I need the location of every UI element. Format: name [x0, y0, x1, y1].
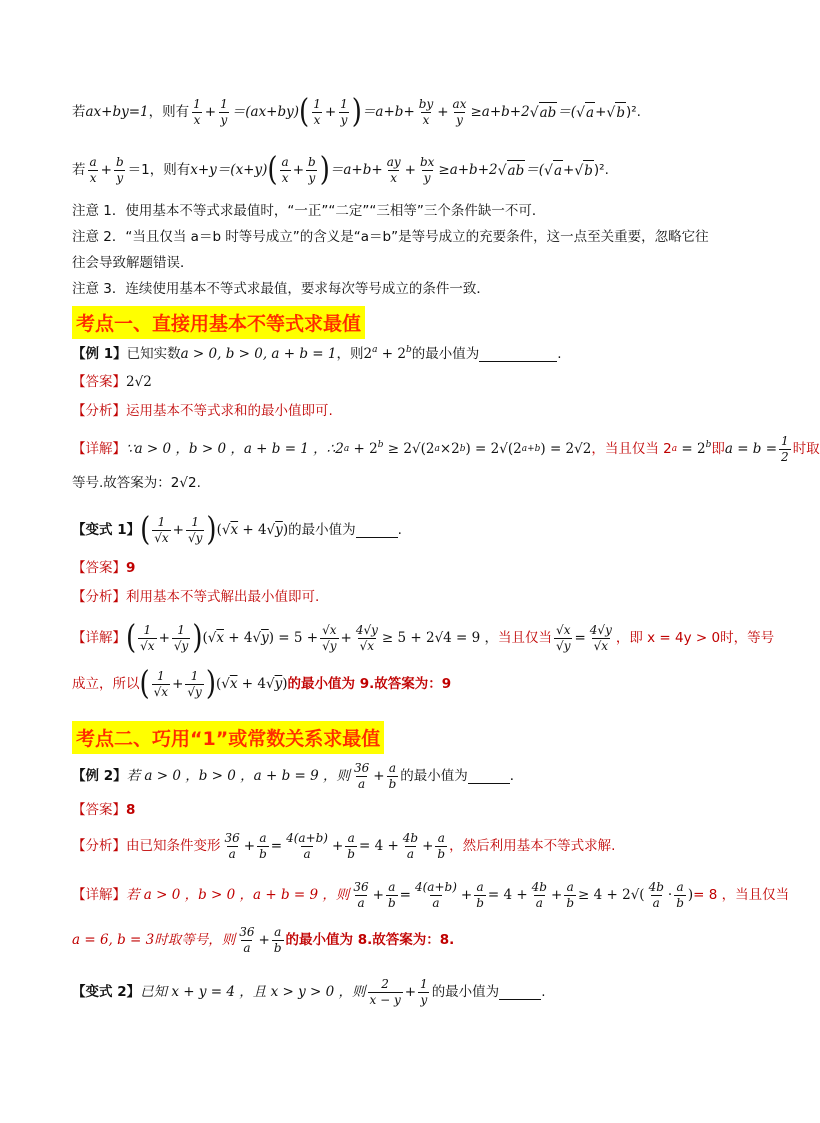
math: x+y＝(x+y) — [190, 162, 268, 178]
intro-formula-1: 若 ax+by=1 ，则有 $\frac{1}{x}$ + $\frac{1}{y}$ ＝(ax+by) ( $\frac{1}{x}$ + $\frac{1}{y}$ ) ＝a+b+ $\frac{by}{x}$ + $\frac{ax}{y}$ ≥a+b+2 √ ab ＝( √ a + √ b )². — [72, 93, 641, 131]
detail-row: 【详解】 ( $\frac{1}{√x}$ + $\frac{1}{√y}$ ) (√x + 4√y) = 5 + $\frac{√x}{√y}$ + $\frac{4√y}{√x}$ ≥ 5 + 2√4 = 9 ， 当且仅当 $\frac{√x}{√y}$ = $\frac{4√y}{√x}$ ，即 x = 4y > 0时，等号 — [72, 619, 775, 657]
note-3: 注意 3．连续使用基本不等式求最值，要求每次等号成立的条件一致． — [72, 281, 490, 297]
text: ＝1，则有 — [127, 162, 191, 178]
detail-row-cont: 成立，所以 ( $\frac{1}{√x}$ + $\frac{1}{√y}$ ) (√x + 4√y) 的最小值为 9.故答案为：9 — [72, 665, 452, 703]
math: ＝a+b+ — [361, 104, 415, 120]
math: ＝a+b+ — [329, 162, 383, 178]
analysis-label: 【分析】 — [72, 403, 126, 419]
analysis-text: 运用基本不等式求和的最小值即可. — [126, 403, 333, 419]
math: ax+by=1 — [85, 104, 149, 120]
variant-1: 【变式 1】 ( $\frac{1}{√x}$ + $\frac{1}{√y}$ ) (√x + 4√y) 的最小值为 . — [72, 511, 402, 549]
fraction: $\frac{1}{x}$ — [193, 96, 201, 127]
variant-2: 【变式 2】 已知 x + y = 4 ，且 x > y > 0 ，则 $\frac{2}{x - y}$ + $\frac{1}{y}$ 的最小值为 . — [72, 976, 546, 1007]
answer-row: 【答案】 9 — [72, 560, 136, 576]
section-heading: 考点一、直接用基本不等式求最值 — [72, 306, 365, 339]
section-heading: 考点二、巧用“1”或常数关系求最值 — [72, 721, 384, 754]
math: ≥a+b+2 — [470, 104, 530, 120]
text: 若 — [72, 104, 86, 120]
detail-row-cont: a = 6, b = 3时取等号，则 $\frac{36}{a}$ + $\frac{a}{b}$ 的最小值为 8.故答案为：8. — [72, 924, 455, 955]
section-1 — [72, 306, 727, 339]
detail-row: 【详解】 若 a > 0 ，b > 0 ，a + b = 9 ，则 $\frac{36}{a}$ + $\frac{a}{b}$ = $\frac{4(a+b)}{a}$ + $\frac{a}{b}$ = 4 + $\frac{4b}{a}$ + $\frac{a}{b}$ ≥ 4 + 2 √( $\frac{4b}{a}$ · $\frac{a}{b}$ ) = 8 ，当且仅当 — [72, 879, 790, 910]
answer-row — [72, 367, 727, 397]
analysis-row — [72, 397, 727, 425]
variant-label: 【变式 1】 — [72, 522, 141, 538]
document-page — [72, 92, 820, 1014]
text: ，则有 — [148, 104, 190, 120]
math: ＝( — [557, 104, 577, 120]
notes — [72, 198, 727, 302]
answer-value: 9 — [126, 560, 136, 576]
detail-row-cont: 等号.故答案为：2√2. — [72, 475, 201, 491]
math: ≥a+b+2 — [438, 162, 498, 178]
answer-blank — [479, 347, 557, 362]
fraction: $\frac{1}{y}$ — [220, 96, 228, 127]
analysis-row: 【分析】 由已知条件变形 $\frac{36}{a}$ + $\frac{a}{b}$ = $\frac{4(a+b)}{a}$ + $\frac{a}{b}$ = 4 + $\frac{4b}{a}$ + $\frac{a}{b}$ ，然后利用基本不等式求解. — [72, 830, 616, 861]
math: ＝(ax+by) — [231, 104, 300, 120]
note-1: 注意 1．使用基本不等式求最值时，“一正”“二定”“三相等”三个条件缺一不可． — [72, 203, 546, 219]
note-2-cont: 往会导致解题错误． — [72, 255, 194, 271]
detail-label: 【详解】 — [72, 441, 126, 457]
analysis-row: 【分析】 利用基本不等式解出最小值即可. — [72, 589, 320, 605]
intro-formula-2: 若 $\frac{a}{x}$ + $\frac{b}{y}$ ＝1，则有 x+y＝(x+y) ( $\frac{a}{x}$ + $\frac{b}{y}$ ) ＝a+b+ $\frac{ay}{x}$ + $\frac{bx}{y}$ ≥a+b+2 √ ab ＝( √ a + √ b )². — [72, 151, 609, 189]
detail-row: 【详解】 ∵a > 0 ，b > 0 ，a + b = 1 ，∴2 a + $2^b$ ≥ 2√(2 a ×2 b ) = 2√(2 a+b ) = 2√2 ，当且仅当 2 a = $2^b$ 即 a = b = $\frac{1}{2}$ 时取 — [72, 433, 820, 464]
answer-label: 【答案】 — [72, 374, 126, 390]
note-2: 注意 2．“当且仅当 a＝b 时等号成立”的含义是“a＝b”是等号成立的充要条件，这一点至关重要，忽略它往 — [72, 229, 709, 245]
example-1: 【例 1】 已知实数 a > 0, b > 0, a + b = 1 ，则 $2^a + 2^b$ 的最小值为 . — [72, 345, 562, 362]
answer-row: 【答案】 8 — [72, 802, 136, 818]
answer-value: 2√2 — [126, 374, 152, 390]
section-2 — [72, 721, 727, 754]
example-label: 【例 1】 — [72, 346, 127, 362]
text: 若 — [72, 162, 86, 178]
example-2: 【例 2】 若 a > 0 ，b > 0 ，a + b = 9 ，则 $\frac{36}{a}$ + $\frac{a}{b}$ 的最小值为 ． — [72, 760, 524, 791]
math: ＝( — [525, 162, 545, 178]
